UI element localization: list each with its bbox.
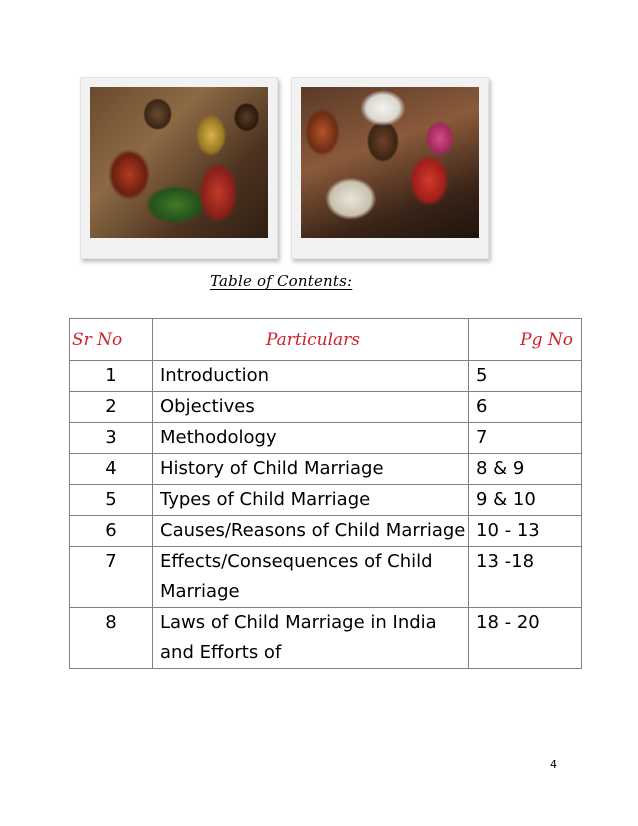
- header-sr-no: Sr No: [70, 319, 153, 361]
- row-page-no: 7: [469, 423, 582, 454]
- row-page-no: 13 -18: [469, 547, 582, 608]
- table-row: [70, 516, 582, 547]
- photo-frame-left: [80, 77, 278, 259]
- toc-title: Table of Contents:: [210, 272, 353, 290]
- row-particulars: Types of Child Marriage: [153, 485, 469, 516]
- toc-table: [69, 318, 582, 669]
- header-page-no: Pg No: [469, 319, 582, 361]
- row-sr-no: 5: [70, 485, 153, 516]
- table-row: [70, 454, 582, 485]
- row-page-no: 8 & 9: [469, 454, 582, 485]
- header-particulars: Particulars: [153, 319, 469, 361]
- table-row: [70, 361, 582, 392]
- table-row: [70, 392, 582, 423]
- table-row: [70, 608, 582, 669]
- row-particulars: Methodology: [153, 423, 469, 454]
- table-row: [70, 547, 582, 608]
- row-particulars: Causes/Reasons of Child Marriage: [153, 516, 469, 547]
- row-page-no: 5: [469, 361, 582, 392]
- row-sr-no: 1: [70, 361, 153, 392]
- toc-header-row: [70, 319, 582, 361]
- row-sr-no: 7: [70, 547, 153, 608]
- row-page-no: 10 - 13: [469, 516, 582, 547]
- row-particulars: Introduction: [153, 361, 469, 392]
- row-particulars: Objectives: [153, 392, 469, 423]
- row-sr-no: 4: [70, 454, 153, 485]
- row-page-no: 9 & 10: [469, 485, 582, 516]
- row-particulars: Effects/Consequences of Child Marriage: [153, 547, 469, 608]
- row-sr-no: 3: [70, 423, 153, 454]
- row-sr-no: 8: [70, 608, 153, 669]
- row-particulars: History of Child Marriage: [153, 454, 469, 485]
- row-sr-no: 2: [70, 392, 153, 423]
- photo-frame-right: [291, 77, 489, 259]
- row-sr-no: 6: [70, 516, 153, 547]
- page-number: 4: [550, 758, 557, 771]
- row-particulars: Laws of Child Marriage in India and Efforts of: [153, 608, 469, 669]
- row-page-no: 18 - 20: [469, 608, 582, 669]
- row-page-no: 6: [469, 392, 582, 423]
- wedding-photo-right: [301, 87, 479, 238]
- table-row: [70, 423, 582, 454]
- wedding-photo-left: [90, 87, 268, 238]
- table-row: [70, 485, 582, 516]
